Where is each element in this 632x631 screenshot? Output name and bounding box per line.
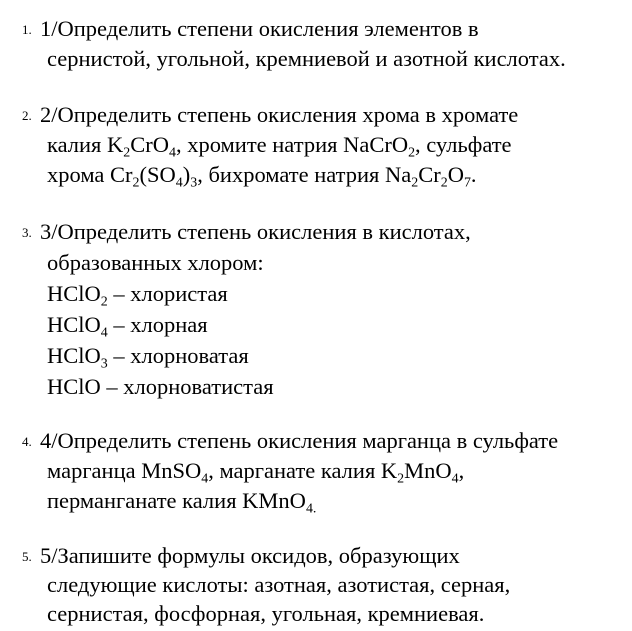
text-run: HClO [47,281,101,306]
task-number: 2. [22,108,32,123]
subscript: 2 [100,294,108,310]
text-run: HClO [47,343,101,368]
text-run: 3/Определить степень окисления в кислотах, [40,219,471,244]
task-line [40,541,460,571]
text-run: 1/Определить степени окисления элементов в [40,16,479,41]
task-line [47,599,484,629]
task-line [47,372,274,402]
subscript: 3 [100,356,108,372]
text-run: следующие кислоты: азотная, азотистая, серная, [47,572,511,597]
task-number: 1. [22,22,32,37]
task-line [47,130,512,160]
task-line [40,100,518,130]
text-run: 2/Определить степень окисления хрома в хромате [40,102,519,127]
subscript: 2 [123,145,131,161]
subscript: 2 [411,175,419,191]
subscript: 4 [201,471,209,487]
text-run: , сульфате [415,132,512,157]
text-run: – хлорная [107,312,208,337]
subscript: 4. [305,501,317,517]
subscript: 4 [169,145,176,161]
text-run: – хлористая [107,281,228,306]
task-number: 4. [22,434,32,449]
task-line [47,486,316,516]
task-number: 5. [22,549,32,564]
text-run: . [470,162,477,187]
text-run: перманганате калия KMnO [47,488,306,513]
task-line [47,570,510,600]
task-line [40,14,479,44]
task-line [47,341,249,371]
text-run: (SO [139,162,176,187]
subscript: 7 [463,175,471,191]
task-line [47,160,477,190]
text-run: сернистая, фосфорная, угольная, кремниевая. [47,601,485,626]
text-run: сернистой, угольной, кремниевой и азотной кислотах. [47,46,566,71]
subscript: 4 [451,471,459,487]
text-run: , хромите натрия NaCrO [175,132,409,157]
subscript: 4 [175,175,183,191]
task-line [47,44,566,74]
text-run: HClO – хлорноватистая [47,374,274,399]
text-run: ) [182,162,191,187]
text-run: , [458,458,465,483]
task-line [47,456,464,486]
task-number: 3. [22,225,32,240]
text-run: 5/Запишите формулы оксидов, образующих [40,543,460,568]
text-run: HClO [47,312,101,337]
subscript: 3 [190,175,198,191]
text-run: хрома Cr [47,162,133,187]
subscript: 2 [397,471,405,487]
text-run: марганца MnSO [47,458,202,483]
text-run: , марганате калия K [208,458,398,483]
text-run: MnO [404,458,452,483]
subscript: 4 [100,325,108,341]
subscript: 2 [408,145,416,161]
subscript: 2 [440,175,448,191]
text-run: 4/Определить степень окисления марганца в сульфате [40,428,559,453]
text-run: образованных хлором: [47,250,264,275]
task-line [47,310,208,340]
subscript: 2 [132,175,140,191]
task-line [47,248,264,278]
text-run: O [447,162,464,187]
task-line [40,217,471,247]
task-line [40,426,558,456]
text-run: – хлорноватая [107,343,249,368]
text-run: калия K [47,132,124,157]
text-run: , бихромате натрия Na [197,162,412,187]
text-run: Cr [418,162,441,187]
text-run: CrO [130,132,169,157]
task-line [47,279,228,309]
